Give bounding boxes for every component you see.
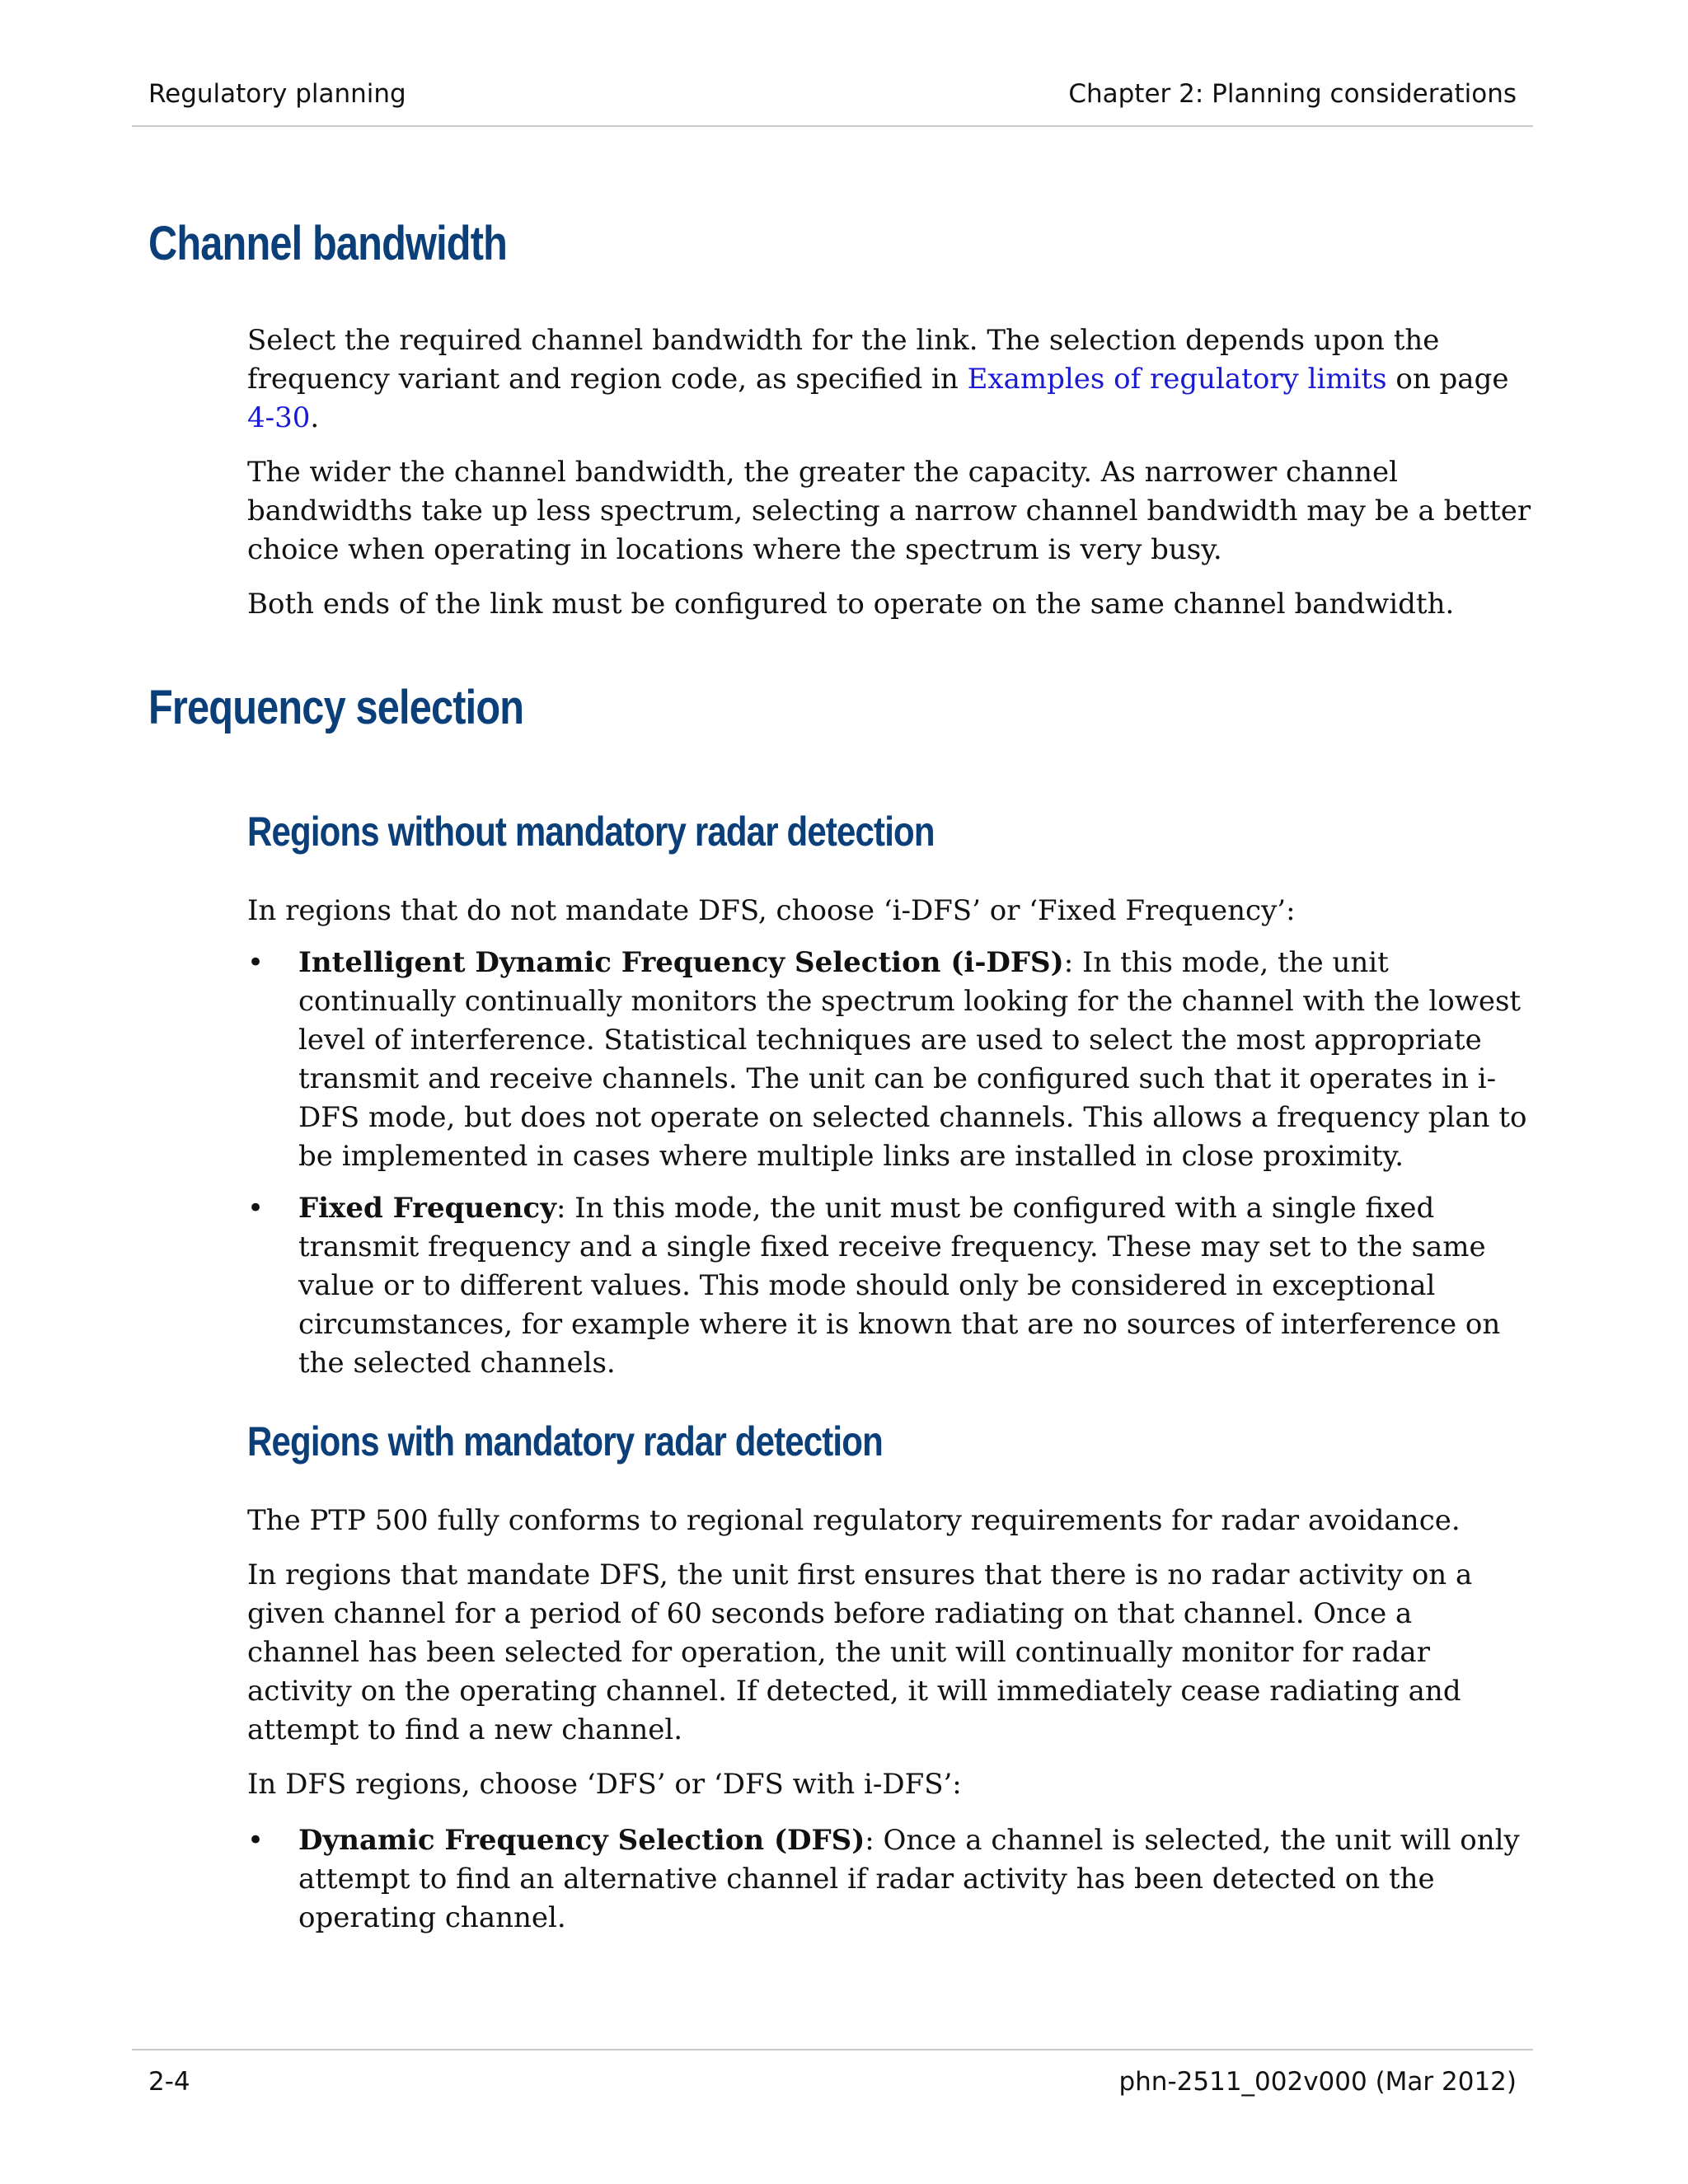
header-section-name: Regulatory planning — [148, 79, 406, 109]
paragraph-dfs-behaviour: In regions that mandate DFS, the unit first ensures that there is no radar activity on a given channel for a period of 60 seconds before radiating on that channel. Once a channel has been selected for operation, the unit will continually monitor for radar activity on the operating channel. If detected, it will immediately cease radiating and attempt to find a new channel. — [247, 1558, 1473, 1746]
heading-regions-with-radar: Regions with mandatory radar detection — [247, 1418, 883, 1465]
paragraph-bandwidth-both-ends: Both ends of the link must be configured to operate on the same channel bandwidth. — [247, 588, 1455, 621]
heading-channel-bandwidth: Channel bandwidth — [148, 217, 508, 270]
document-page: Regulatory planning Chapter 2: Planning considerations Channel bandwidth Select the required channel bandwidth for the link. The selection depends upon the frequency variant and region code, as specified in Examples of regulatory limits on page 4-30. The wider the channel bandwidth, the greater the capacity. As narrower channel bandwidths take up less spectrum, selecting a narrow channel bandwidth may be a better choice when operating in locations where the spectrum is very busy. Both ends of the link must be configured to operate on the same channel bandwidth. Frequency selection Regions without mandatory radar detection In regions that do not mandate DFS, choose ‘i-DFS’ or ‘Fixed Frequency’: • Intelligent Dynamic Frequency Selection (i-DFS): In this mode, the unit continually continually monitors the spectrum looking for the channel with the lowest level of interference. Statistical techniques are used to select the most appropriate transmit and receive channels. The unit can be configured such that it operates in i-DFS mode, but does not operate on selected channels. This allows a frequency plan to be implemented in cases where multiple links are installed in close proximity. • Fixed Frequency: In this mode, the unit must be configured with a single fixed transmit frequency and a single fixed receive frequency. These may set to the same value or to different values. This mode should only be considered in exceptional circumstances, for example where it is known that are no sources of interference on the selected channels. Regions with mandatory radar detection The PTP 500 fully conforms to regional regulatory requirements for radar avoidance. In regions that mandate DFS, the unit first ensures that there is no radar activity on a given channel for a period of 60 seconds before radiating on that channel. Once a channel has been selected for operation, the unit will continually monitor for radar activity on the operating channel. If detected, it will immediately cease radiating and attempt to find a new channel. In DFS regions, choose ‘DFS’ or ‘DFS with i-DFS’: • Dynamic Frequency Selection (DFS): Once a channel is selected, the unit will only attempt to find an alternative channel if radar activity has been detected on the operating channel. 2-4 phn-2511_002v000 (Mar 2012) — [0, 0, 1688, 2184]
paragraph-bandwidth-capacity: The wider the channel bandwidth, the greater the capacity. As narrower channel bandwidths take up less spectrum, selecting a narrow channel bandwidth may be a better choice when operating in locations where the spectrum is very busy. — [247, 456, 1531, 566]
with-radar-body — [247, 1502, 1533, 1804]
footer-divider — [132, 2049, 1533, 2050]
bullet-icon: • — [247, 946, 265, 979]
paragraph-ptp500-conformance: The PTP 500 fully conforms to regional regulatory requirements for radar avoidance. — [247, 1504, 1461, 1537]
heading-regions-without-radar: Regions without mandatory radar detection — [247, 808, 935, 855]
link-examples-of-regulatory-limits[interactable]: Examples of regulatory limits — [967, 363, 1387, 396]
channel-bandwidth-body — [247, 321, 1533, 624]
term-i-dfs: Intelligent Dynamic Frequency Selection (i-DFS) — [298, 946, 1064, 979]
term-dfs: Dynamic Frequency Selection (DFS) — [298, 1824, 865, 1857]
header-chapter-name: Chapter 2: Planning considerations — [1068, 79, 1517, 109]
document-id: phn-2511_002v000 (Mar 2012) — [1118, 2067, 1517, 2097]
paragraph-bandwidth-selection: Select the required channel bandwidth for the link. The selection depends upon the frequency variant and region code, as specified in Examples of regulatory limits on page 4-30. — [247, 324, 1509, 434]
paragraph-without-radar-intro: In regions that do not mandate DFS, choose ‘i-DFS’ or ‘Fixed Frequency’: — [247, 894, 1296, 927]
bullet-icon: • — [247, 1192, 265, 1225]
term-fixed-frequency: Fixed Frequency — [298, 1192, 556, 1225]
page-number: 2-4 — [148, 2067, 190, 2097]
bullet-icon: • — [247, 1824, 265, 1857]
paragraph-dfs-choice-intro: In DFS regions, choose ‘DFS’ or ‘DFS with i-DFS’: — [247, 1768, 962, 1801]
header-divider — [132, 125, 1533, 127]
link-page-reference[interactable]: 4-30 — [247, 401, 311, 434]
heading-frequency-selection: Frequency selection — [148, 681, 524, 734]
